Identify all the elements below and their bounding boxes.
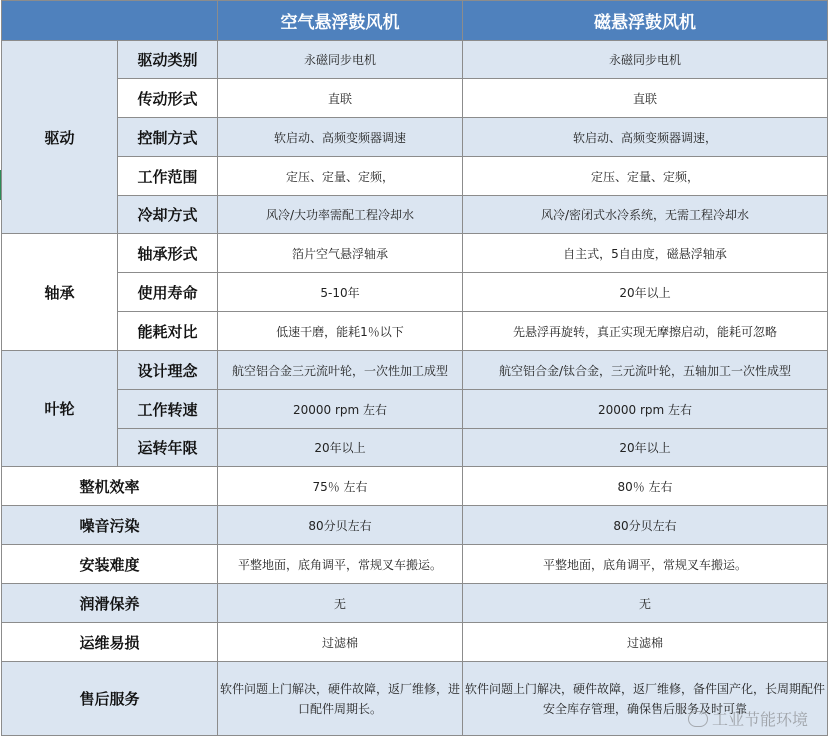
- cell-maglev: 无: [463, 584, 828, 623]
- table-row: [2, 429, 828, 467]
- cell-air: 软件问题上门解决，硬件故障，返厂维修，进口配件周期长。: [218, 662, 463, 736]
- wechat-icon: [688, 711, 708, 727]
- cell-air: 平整地面，底角调平，常规叉车搬运。: [218, 545, 463, 584]
- row-label: 轴承形式: [118, 234, 218, 273]
- table-row: [2, 584, 828, 623]
- comparison-table: [1, 0, 828, 736]
- row-label: 运转年限: [118, 429, 218, 467]
- row-label: 工作转速: [118, 390, 218, 429]
- header-corner: [2, 1, 218, 41]
- cell-maglev: 80％ 左右: [463, 467, 828, 506]
- cell-air: 5-10年: [218, 273, 463, 312]
- cell-maglev: 先悬浮再旋转，真正实现无摩擦启动，能耗可忽略: [463, 312, 828, 351]
- category-drive: 驱动: [2, 41, 118, 234]
- table-row: [2, 273, 828, 312]
- table-row: [2, 545, 828, 584]
- cell-maglev: 航空铝合金/钛合金，三元流叶轮，五轴加工一次性成型: [463, 351, 828, 390]
- cell-maglev: 软件问题上门解决，硬件故障，返厂维修，备件国产化，长周期配件安全库存管理，确保售后服务及时可靠: [463, 662, 828, 736]
- category-bearing: 轴承: [2, 234, 118, 351]
- cell-air: 20000 rpm 左右: [218, 390, 463, 429]
- row-label: 工作范围: [118, 157, 218, 196]
- cell-air: 75％ 左右: [218, 467, 463, 506]
- cell-maglev: 直联: [463, 79, 828, 118]
- table-row: [2, 467, 828, 506]
- cell-maglev: 80分贝左右: [463, 506, 828, 545]
- cell-air: 箔片空气悬浮轴承: [218, 234, 463, 273]
- row-label: 使用寿命: [118, 273, 218, 312]
- row-label: 售后服务: [2, 662, 218, 736]
- table-row: [2, 312, 828, 351]
- cell-air: 过滤棉: [218, 623, 463, 662]
- cell-maglev: 软启动、高频变频器调速，: [463, 118, 828, 157]
- header-maglev-blower: 磁悬浮鼓风机: [463, 1, 828, 41]
- cell-air: 航空铝合金三元流叶轮，一次性加工成型: [218, 351, 463, 390]
- row-label: 整机效率: [2, 467, 218, 506]
- cell-maglev: 20000 rpm 左右: [463, 390, 828, 429]
- cell-air: 风冷/大功率需配工程冷却水: [218, 196, 463, 234]
- header-row: [2, 1, 828, 41]
- watermark-text: 工业节能环境: [711, 710, 808, 729]
- row-label: 噪音污染: [2, 506, 218, 545]
- cell-air: 80分贝左右: [218, 506, 463, 545]
- table-row: [2, 118, 828, 157]
- row-label: 控制方式: [118, 118, 218, 157]
- cell-air: 低速干磨，能耗1％以下: [218, 312, 463, 351]
- cell-air: 直联: [218, 79, 463, 118]
- table-row: [2, 41, 828, 79]
- table-row: [2, 506, 828, 545]
- table-row: [2, 196, 828, 234]
- cell-maglev: 永磁同步电机: [463, 41, 828, 79]
- watermark: [688, 707, 808, 730]
- row-label: 冷却方式: [118, 196, 218, 234]
- table-row: [2, 234, 828, 273]
- table-row: [2, 351, 828, 390]
- table-row: [2, 157, 828, 196]
- cell-air: 20年以上: [218, 429, 463, 467]
- cell-maglev: 20年以上: [463, 273, 828, 312]
- cell-maglev: 过滤棉: [463, 623, 828, 662]
- category-impeller: 叶轮: [2, 351, 118, 467]
- row-label: 安装难度: [2, 545, 218, 584]
- cell-air: 软启动、高频变频器调速: [218, 118, 463, 157]
- cell-maglev: 平整地面，底角调平，常规叉车搬运。: [463, 545, 828, 584]
- cell-air: 无: [218, 584, 463, 623]
- row-label: 驱动类别: [118, 41, 218, 79]
- cell-maglev: 20年以上: [463, 429, 828, 467]
- cell-maglev: 定压、定量、定频，: [463, 157, 828, 196]
- row-label: 设计理念: [118, 351, 218, 390]
- table-row: [2, 623, 828, 662]
- table-row: [2, 79, 828, 118]
- row-label: 润滑保养: [2, 584, 218, 623]
- cell-air: 永磁同步电机: [218, 41, 463, 79]
- cell-maglev: 风冷/密闭式水冷系统，无需工程冷却水: [463, 196, 828, 234]
- cell-maglev: 自主式，5自由度，磁悬浮轴承: [463, 234, 828, 273]
- row-label: 能耗对比: [118, 312, 218, 351]
- header-air-bearing-blower: 空气悬浮鼓风机: [218, 1, 463, 41]
- row-label: 传动形式: [118, 79, 218, 118]
- cell-air: 定压、定量、定频，: [218, 157, 463, 196]
- table-row: [2, 390, 828, 429]
- row-label: 运维易损: [2, 623, 218, 662]
